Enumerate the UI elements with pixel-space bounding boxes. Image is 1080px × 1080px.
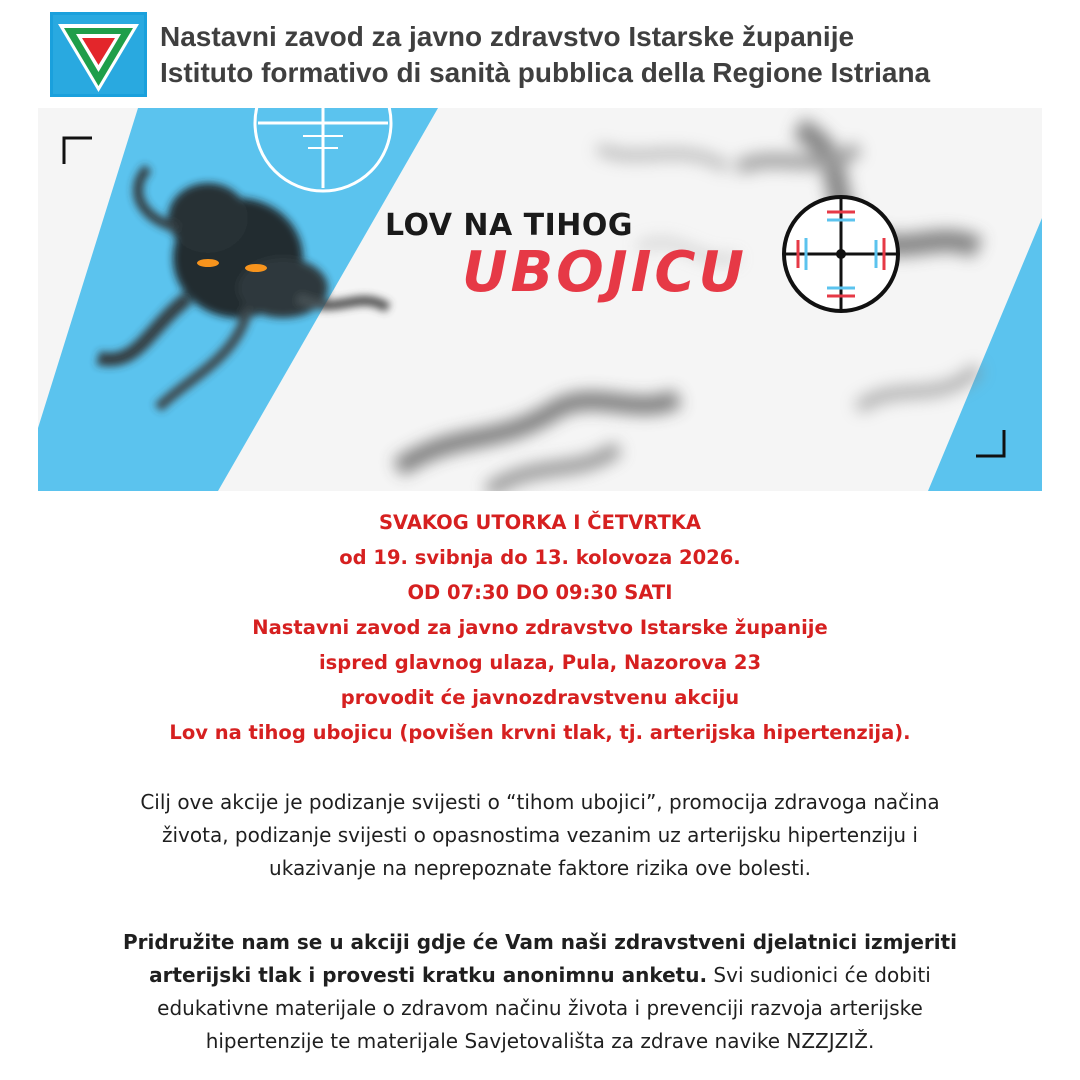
announcement-line: Nastavni zavod za javno zdravstvo Istarske županije — [252, 616, 828, 639]
goal-paragraph — [40, 786, 1040, 885]
announcement-line: SVAKOG UTORKA I ČETVRTKA — [379, 511, 701, 534]
goal-line: Cilj ove akcije je podizanje svijesti o “tihom ubojici”, promocija zdravoga načina — [140, 790, 940, 814]
campaign-banner — [38, 108, 1042, 491]
goal-line: ukazivanje na neprepoznate faktore rizika ove bolesti. — [269, 856, 811, 880]
announcement-line: provodit će javnozdravstvenu akciju — [340, 686, 740, 709]
invite-line4: hipertenzije te materijale Savjetovališta za zdrave navike NZZJZIŽ. — [205, 1029, 875, 1053]
announcement-line: Lov na tihog ubojicu (povišen krvni tlak, tj. arterijska hipertenzija). — [169, 721, 911, 744]
institute-logo — [50, 12, 147, 97]
goal-line: života, podizanje svijesti o opasnostima vezanim uz arterijsku hipertenziju i — [161, 823, 918, 847]
announcement-line: OD 07:30 DO 09:30 SATI — [407, 581, 673, 604]
creature-eye-left — [197, 259, 219, 267]
org-name-croatian: Nastavni zavod za javno zdravstvo Istarske županije — [160, 21, 855, 52]
announcement-block — [0, 505, 1080, 750]
creature-eye-right — [245, 264, 267, 272]
invite-paragraph — [40, 926, 1040, 1058]
invite-rest-line2: Svi sudionici će dobiti — [707, 963, 931, 987]
header — [0, 0, 1080, 105]
invite-line3: edukativne materijale o zdravom načinu života i prevenciji razvoja arterijske — [157, 996, 923, 1020]
banner-title-line1: LOV NA TIHOG — [385, 208, 634, 243]
organization-name — [160, 19, 930, 91]
banner-title-line2: UBOJICU — [462, 240, 748, 305]
org-name-italian: Istituto formativo di sanità pubblica della Regione Istriana — [160, 57, 931, 88]
announcement-line: od 19. svibnja do 13. kolovoza 2026. — [339, 546, 741, 569]
crosshair-target-icon — [784, 197, 898, 311]
announcement-line: ispred glavnog ulaza, Pula, Nazorova 23 — [318, 651, 762, 674]
invite-bold-line2: arterijski tlak i provesti kratku anonimnu anketu. — [149, 963, 708, 987]
invite-bold-line1: Pridružite nam se u akciji gdje će Vam naši zdravstveni djelatnici izmjeriti — [122, 930, 958, 954]
